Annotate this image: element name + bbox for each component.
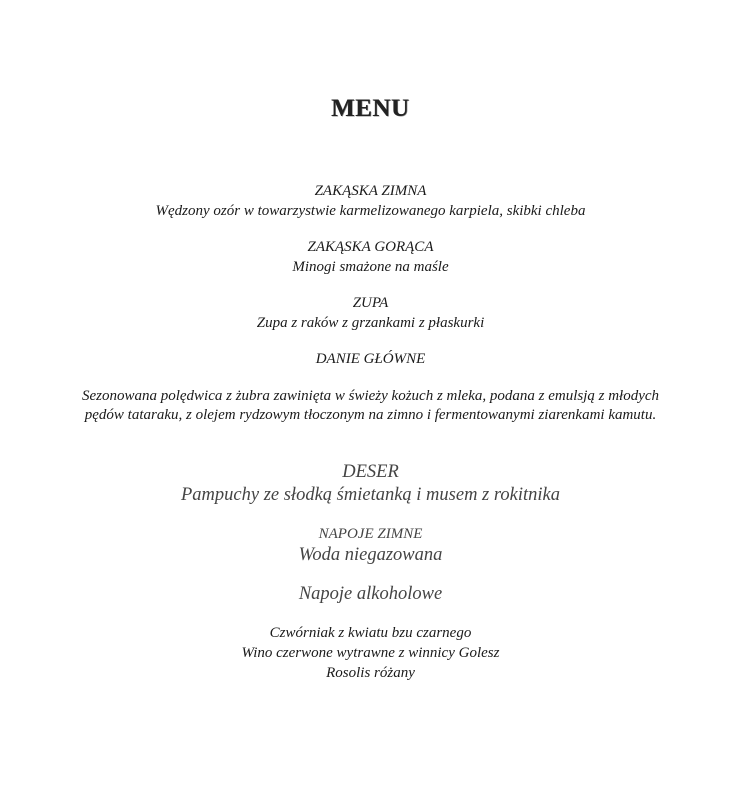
dessert-heading: DESER	[342, 462, 399, 482]
alcoholic-drink-item: Wino czerwone wytrawne z winnicy Golesz	[241, 645, 500, 661]
alcoholic-drinks-heading: Napoje alkoholowe	[298, 584, 443, 604]
alcoholic-drink-item: Rosolis różany	[326, 665, 415, 681]
cold-starter-section	[0, 181, 741, 221]
dessert-dish: Pampuchy ze słodką śmietanką i musem z rokitnika	[180, 485, 560, 505]
cold-drinks-section	[0, 524, 741, 567]
main-course-heading-block	[0, 349, 741, 369]
soup-dish: Zupa z raków z grzankami z płaskurki	[256, 315, 485, 331]
hot-starter-heading: ZAKĄSKA GORĄCA	[307, 239, 434, 255]
alcoholic-drink-item: Czwórniak z kwiatu bzu czarnego	[269, 625, 472, 641]
cold-starter-heading: ZAKĄSKA ZIMNA	[314, 183, 427, 199]
menu-title: MENU	[331, 95, 410, 122]
hot-starter-dish: Minogi smażone na maśle	[292, 259, 449, 275]
soup-heading: ZUPA	[352, 295, 389, 311]
alcoholic-drinks-heading-block	[0, 583, 741, 606]
cold-drinks-heading: NAPOJE ZIMNE	[318, 526, 423, 542]
main-course-heading: DANIE GŁÓWNE	[315, 351, 426, 367]
hot-starter-section	[0, 237, 741, 277]
dessert-section	[0, 461, 741, 507]
cold-drinks-item: Woda niegazowana	[298, 545, 443, 565]
main-course-dish: Sezonowana polędwica z żubra zawinięta w świeży kożuch z mleka, podana z emulsją z młodych pędów tataraku, z olejem rydzowym tłoczonym na zimno i fermentowanymi ziarenkami kamutu.	[81, 388, 660, 423]
cold-starter-dish: Wędzony ozór w towarzystwie karmelizowanego karpiela, skibki chleba	[155, 203, 586, 219]
alcoholic-drinks-list	[0, 623, 741, 683]
soup-section	[0, 293, 741, 333]
